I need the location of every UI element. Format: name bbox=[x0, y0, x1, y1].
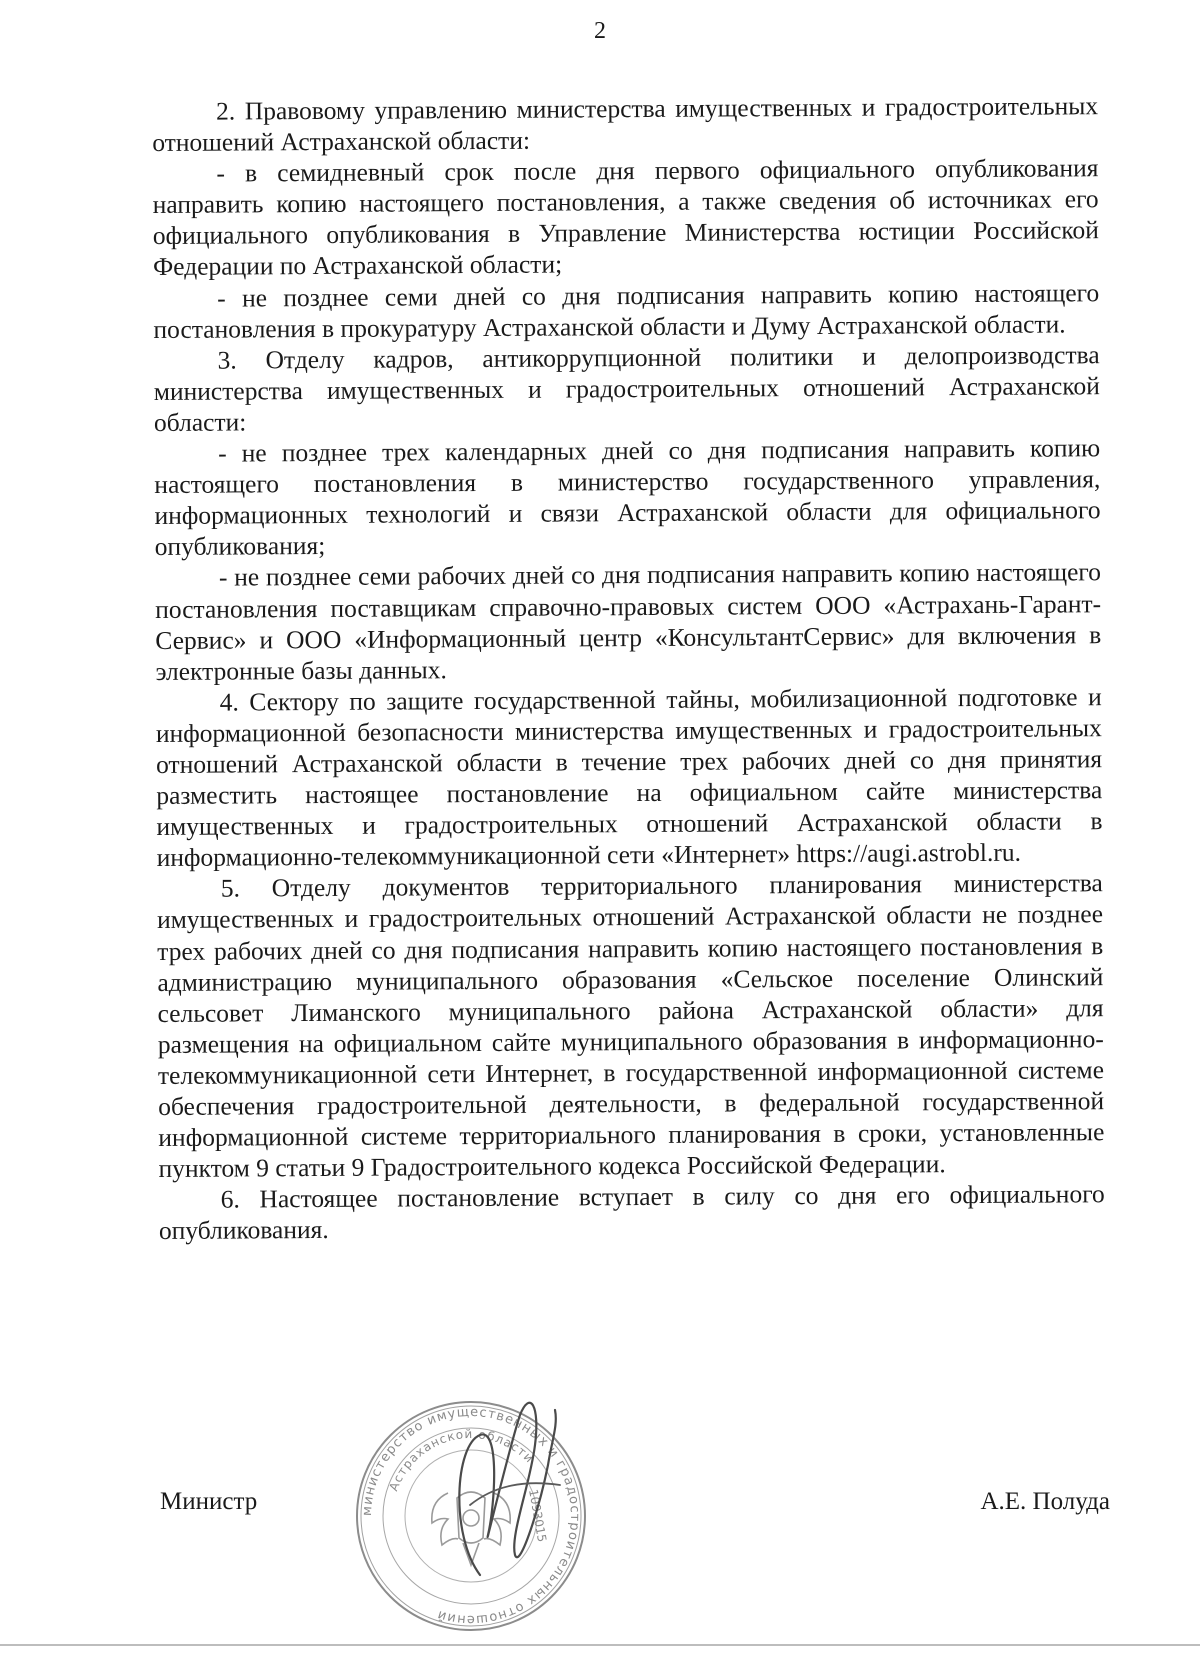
paragraph-2: 2. Правовому управлению министерства имущественных и градостроительных отношений Астраханской области: bbox=[152, 91, 1099, 158]
seal-inner-text: Астраханской области bbox=[386, 1426, 537, 1493]
handwritten-signature bbox=[440, 1385, 570, 1585]
paragraph-6: 6. Настоящее постановление вступает в силу со дня его официального опубликования. bbox=[158, 1179, 1105, 1246]
paragraph-5: 5. Отделу документов территориального планирования министерства имущественных и градостроительных отношений Астраханской области не позднее трех рабочих дней со дня подписания направить копию настоящего постановления в администрацию муниципального образования «Сельское поселение Олинский сельсовет Лиманского муниципального района Астраханской области» для размещения на официальном сайте муниципального образования в информационно-телекоммуникационной сети Интернет, в государственной информационной системе обеспечения градостроительной деятельности, в федеральной государственной информационной системе территориального планирования в сроки, установленные пунктом 9 статьи 9 Градостроительного кодекса Российской Федерации. bbox=[156, 868, 1105, 1184]
paragraph-3-item-2: - не позднее семи рабочих дней со дня подписания направить копию настоящего постановления поставщикам справочно-правовых систем ООО «Астрахань-Гарант-Сервис» и ООО «Информационный центр «КонсультантСервис» для включения в электронные базы данных. bbox=[155, 557, 1102, 686]
paragraph-3-item-1: - не позднее трех календарных дней со дня подписания направить копию настоящего постановления в министерство государственного управления, информационных технологий и связи Астраханской области для официального опубликования; bbox=[154, 433, 1101, 562]
paragraph-3: 3. Отделу кадров, антикоррупционной политики и делопроизводства министерства имущественных и градостроительных отношений Астраханской области: bbox=[153, 339, 1100, 437]
paragraph-4: 4. Сектору по защите государственной тайны, мобилизационной подготовке и информационной безопасности министерства имущественных и градостроительных отношений Астраханской области в течение трех рабочих дней со дня принятия разместить настоящее постановление на официальном сайте министерства имущественных и градостроительных отношений Астраханской области в информационно-телекоммуникационной сети «Интернет» https://augi.astrobl.ru. bbox=[155, 681, 1103, 873]
signer-name: А.Е. Полуда bbox=[980, 1488, 1110, 1515]
page-number: 2 bbox=[594, 18, 606, 44]
signature-block bbox=[160, 1488, 1110, 1528]
paragraph-2-item-2: - не позднее семи дней со дня подписания направить копию настоящего постановления в прокуратуру Астраханской области и Думу Астраханской области. bbox=[153, 277, 1100, 344]
paragraph-2-item-1: - в семидневный срок после дня первого официального опубликования направить копию настоящего постановления, а также сведения об источниках его официального опубликования в Управление Министерства юстиции Российской Федерации по Астраханской области; bbox=[152, 153, 1099, 282]
signer-role: Министр bbox=[160, 1488, 258, 1515]
seal-number: 1093015 bbox=[526, 1488, 550, 1544]
document-body bbox=[152, 90, 1105, 1246]
seal-outer-text: министерство имущественных и градостроительных отношений bbox=[359, 1404, 583, 1628]
scan-edge-line bbox=[0, 1644, 1200, 1646]
